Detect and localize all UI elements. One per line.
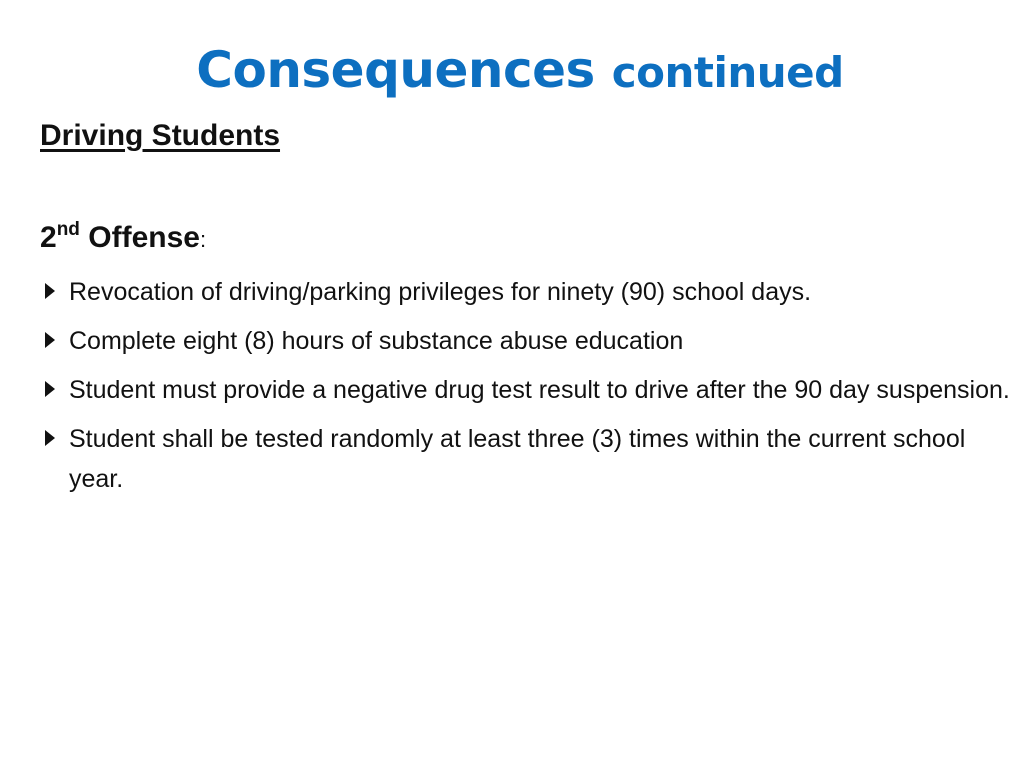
offense-heading (40, 218, 206, 260)
bullet-item (40, 272, 1010, 312)
slide-title (0, 38, 1024, 105)
triangle-right-icon (45, 381, 55, 397)
bullet-text: Revocation of driving/parking privileges for ninety (90) school days. (69, 278, 812, 306)
offense-number: 2 (40, 221, 57, 254)
triangle-right-icon (45, 332, 55, 348)
bullet-text: Complete eight (8) hours of substance abuse education (69, 327, 684, 355)
bullet-text: Student shall be tested randomly at least three (3) times within the current school year. (69, 425, 966, 493)
offense-colon: : (199, 227, 207, 252)
title-sub: continued (611, 48, 844, 97)
section-heading: Driving Students (40, 119, 281, 152)
bullet-item (40, 419, 1010, 499)
bullet-text: Student must provide a negative drug test result to drive after the 90 day suspension. (69, 376, 1010, 404)
triangle-right-icon (45, 283, 55, 299)
bullet-list (40, 272, 1010, 508)
title-main: Consequences (196, 41, 595, 99)
triangle-right-icon (45, 430, 55, 446)
offense-ordinal-suffix: nd (56, 219, 80, 240)
bullet-item (40, 321, 1010, 361)
offense-label: Offense (88, 221, 200, 254)
bullet-item (40, 370, 1010, 410)
